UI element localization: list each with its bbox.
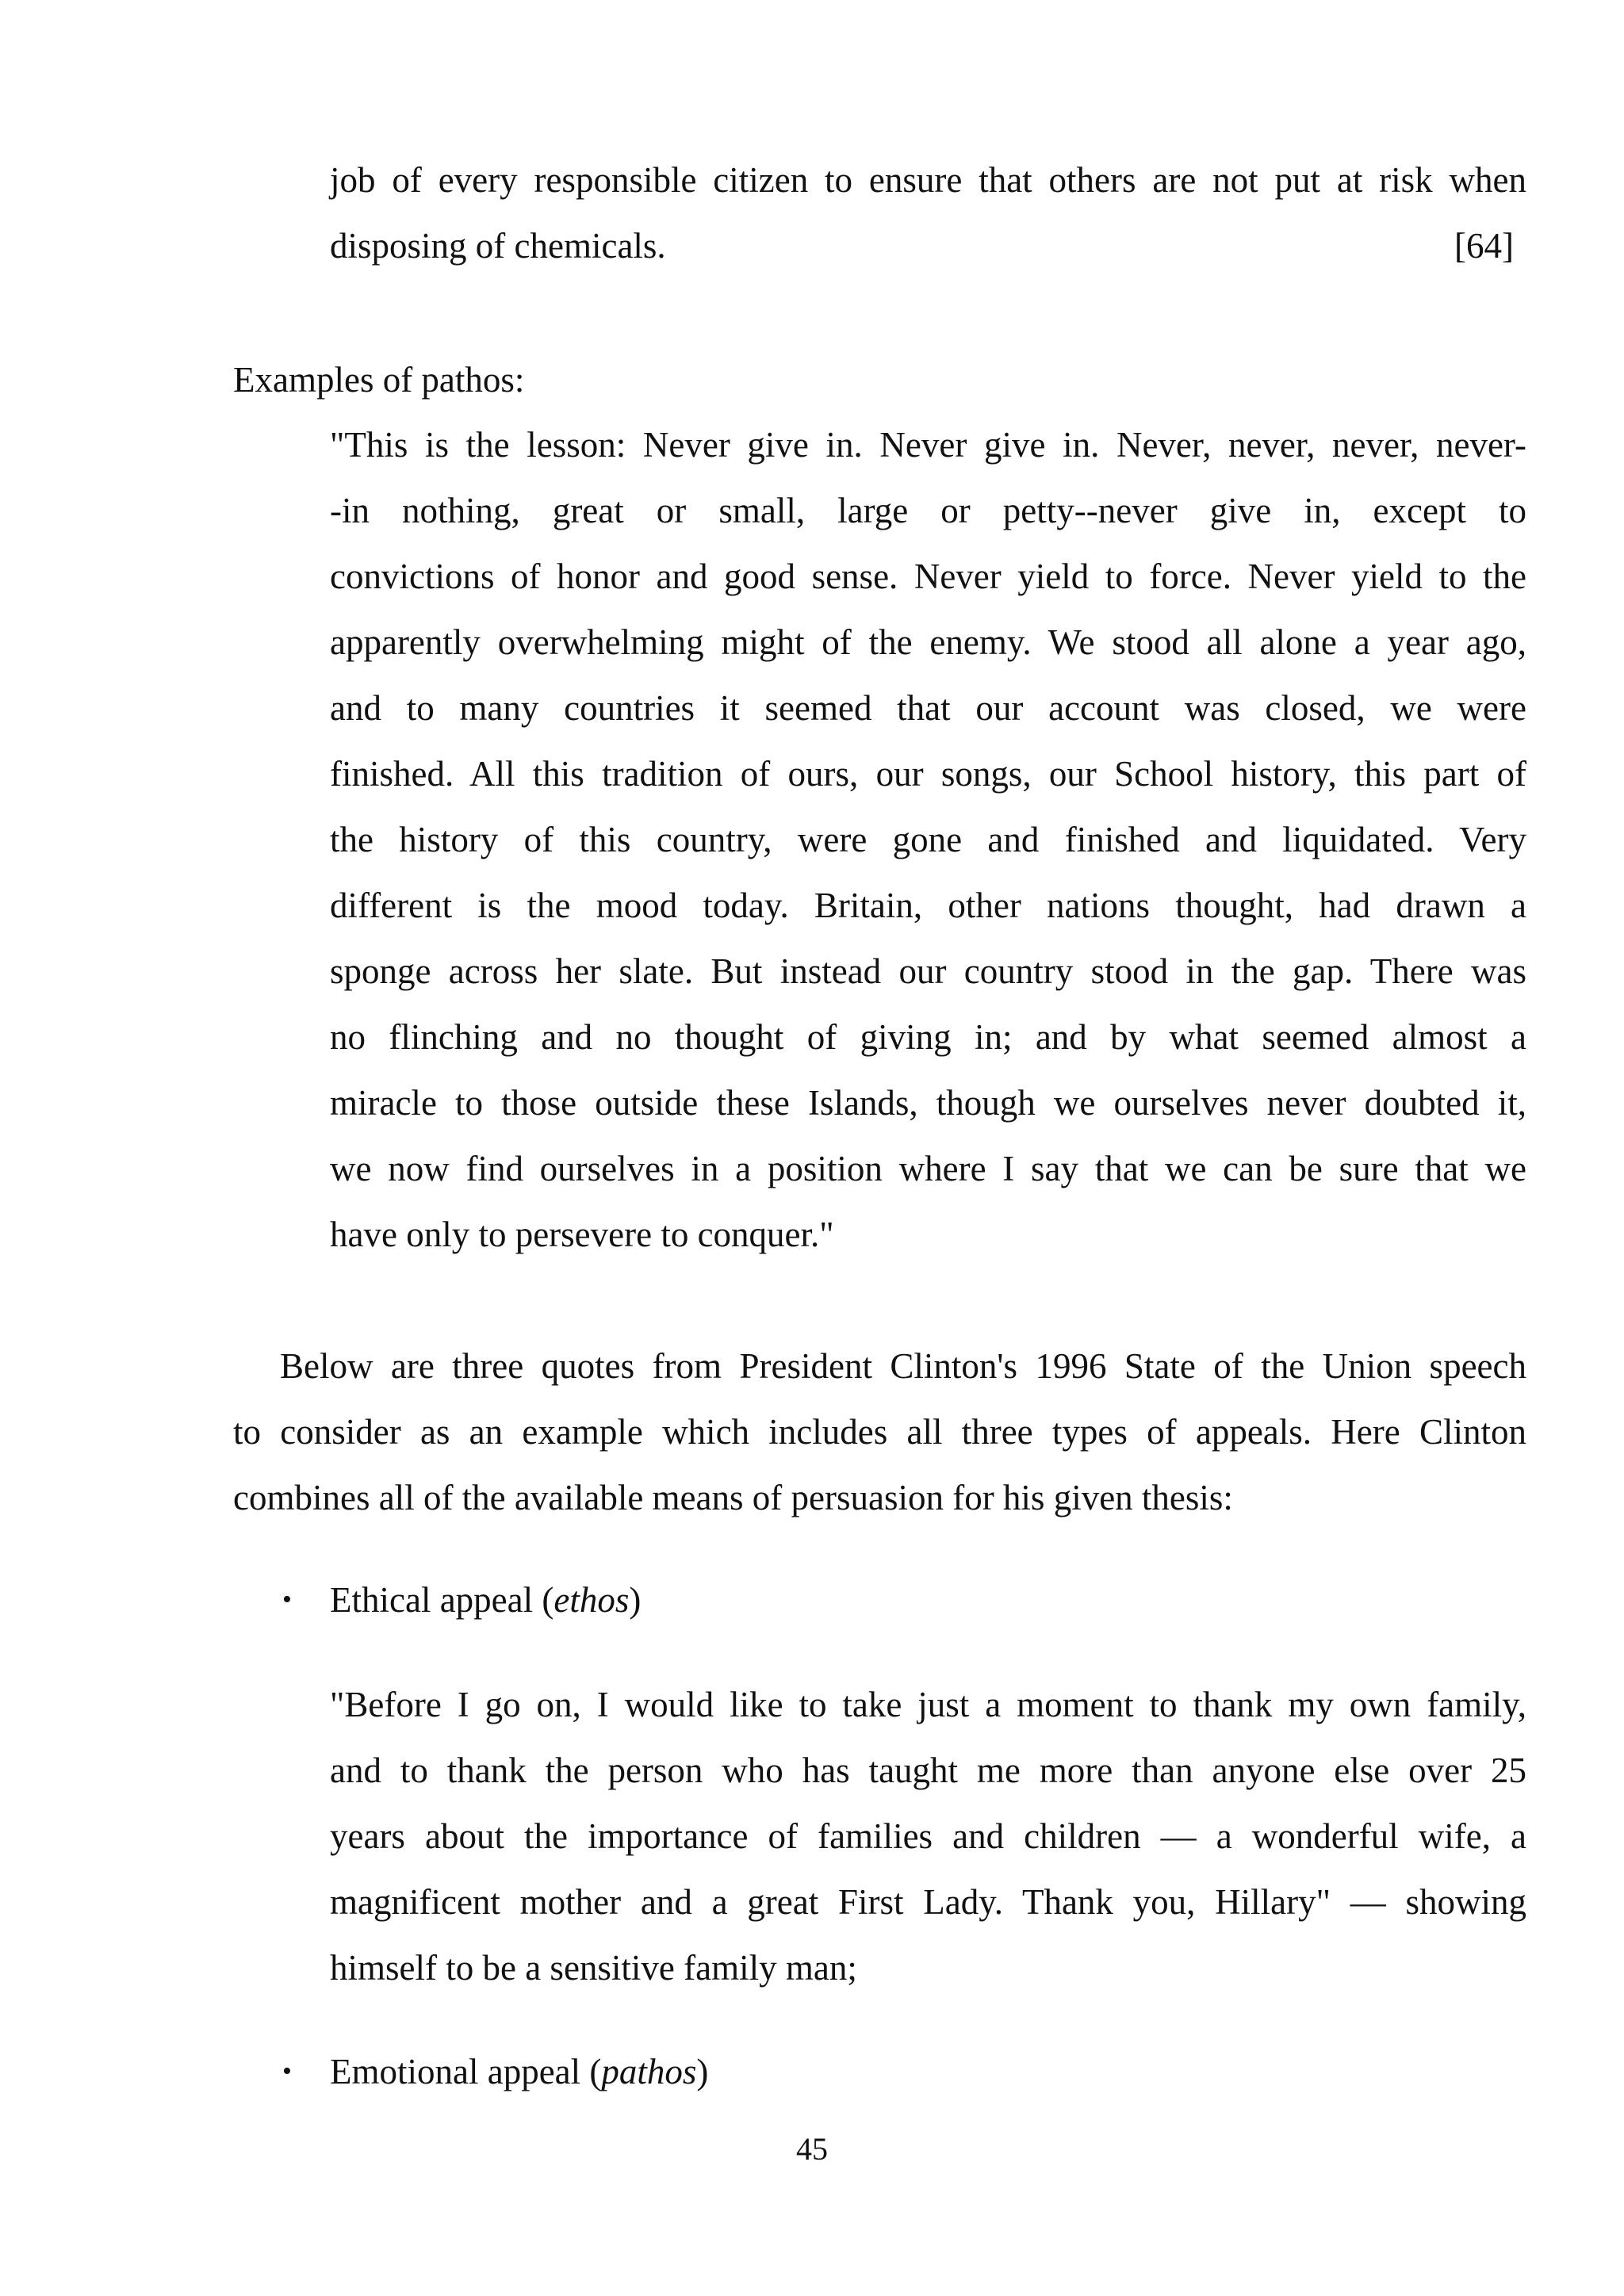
clinton-intro-line: to consider as an example which includes all three types of appeals. Here Clinton (233, 1412, 1526, 1452)
pathos-quote-line: miracle to those outside these Islands, though we ourselves never doubted it, (330, 1083, 1526, 1123)
pathos-quote-line: sponge across her slate. But instead our country stood in the gap. There was (330, 951, 1526, 991)
clinton-intro-line: combines all of the available means of persuasion for his given thesis: (233, 1478, 1233, 1517)
bullet-label-suffix: ) (696, 2052, 709, 2091)
pathos-quote-line: "This is the lesson: Never give in. Never give in. Never, never, never, never- (330, 425, 1526, 465)
bullet-emotional-appeal (330, 2049, 708, 2094)
clinton-intro-line: Below are three quotes from President Clinton's 1996 State of the Union speech (280, 1346, 1526, 1386)
pathos-quote-line: -in nothing, great or small, large or petty--never give in, except to (330, 491, 1526, 530)
bullet-label-term: ethos (553, 1580, 630, 1620)
pathos-quote-line: different is the mood today. Britain, other nations thought, had drawn a (330, 886, 1526, 925)
pathos-quote-line: apparently overwhelming might of the enemy. We stood all alone a year ago, (330, 622, 1526, 662)
bullet-marker: • (282, 2057, 292, 2086)
ethos-quote-line: "Before I go on, I would like to take just a moment to thank my own family, (330, 1685, 1526, 1724)
pathos-quote-line: no flinching and no thought of giving in; and by what seemed almost a (330, 1017, 1526, 1057)
pathos-quote-line: the history of this country, were gone and finished and liquidated. Very (330, 820, 1526, 859)
ethos-quote-line: magnificent mother and a great First Lady. Thank you, Hillary" — showing (330, 1882, 1526, 1922)
continuation-text: disposing of chemicals. (330, 226, 666, 266)
citation-reference: [64] (1454, 226, 1514, 266)
bullet-label-text: Ethical appeal ( (330, 1580, 554, 1620)
ethos-quote-line: himself to be a sensitive family man; (330, 1948, 857, 1988)
continuation-line-1: job of every responsible citizen to ensure that others are not put at risk when (330, 160, 1526, 200)
continuation-line-2 (330, 224, 1514, 268)
pathos-quote-line: convictions of honor and good sense. Never yield to force. Never yield to the (330, 557, 1526, 596)
pathos-quote-line: we now find ourselves in a position where I say that we can be sure that we (330, 1149, 1526, 1188)
bullet-marker: • (282, 1585, 292, 1614)
ethos-quote-line: and to thank the person who has taught me more than anyone else over 25 (330, 1751, 1526, 1790)
bullet-ethical-appeal (330, 1578, 641, 1622)
pathos-quote-line: have only to persevere to conquer." (330, 1215, 834, 1254)
bullet-label-text: Emotional appeal ( (330, 2052, 602, 2091)
page-number: 45 (796, 2131, 828, 2167)
bullet-label-term: pathos (601, 2052, 697, 2091)
pathos-quote-line: and to many countries it seemed that our account was closed, we were (330, 688, 1526, 728)
pathos-heading: Examples of pathos: (233, 360, 525, 400)
ethos-quote-line: years about the importance of families and children — a wonderful wife, a (330, 1816, 1526, 1856)
bullet-label-suffix: ) (629, 1580, 642, 1620)
pathos-quote-line: finished. All this tradition of ours, our songs, our School history, this part of (330, 754, 1526, 794)
